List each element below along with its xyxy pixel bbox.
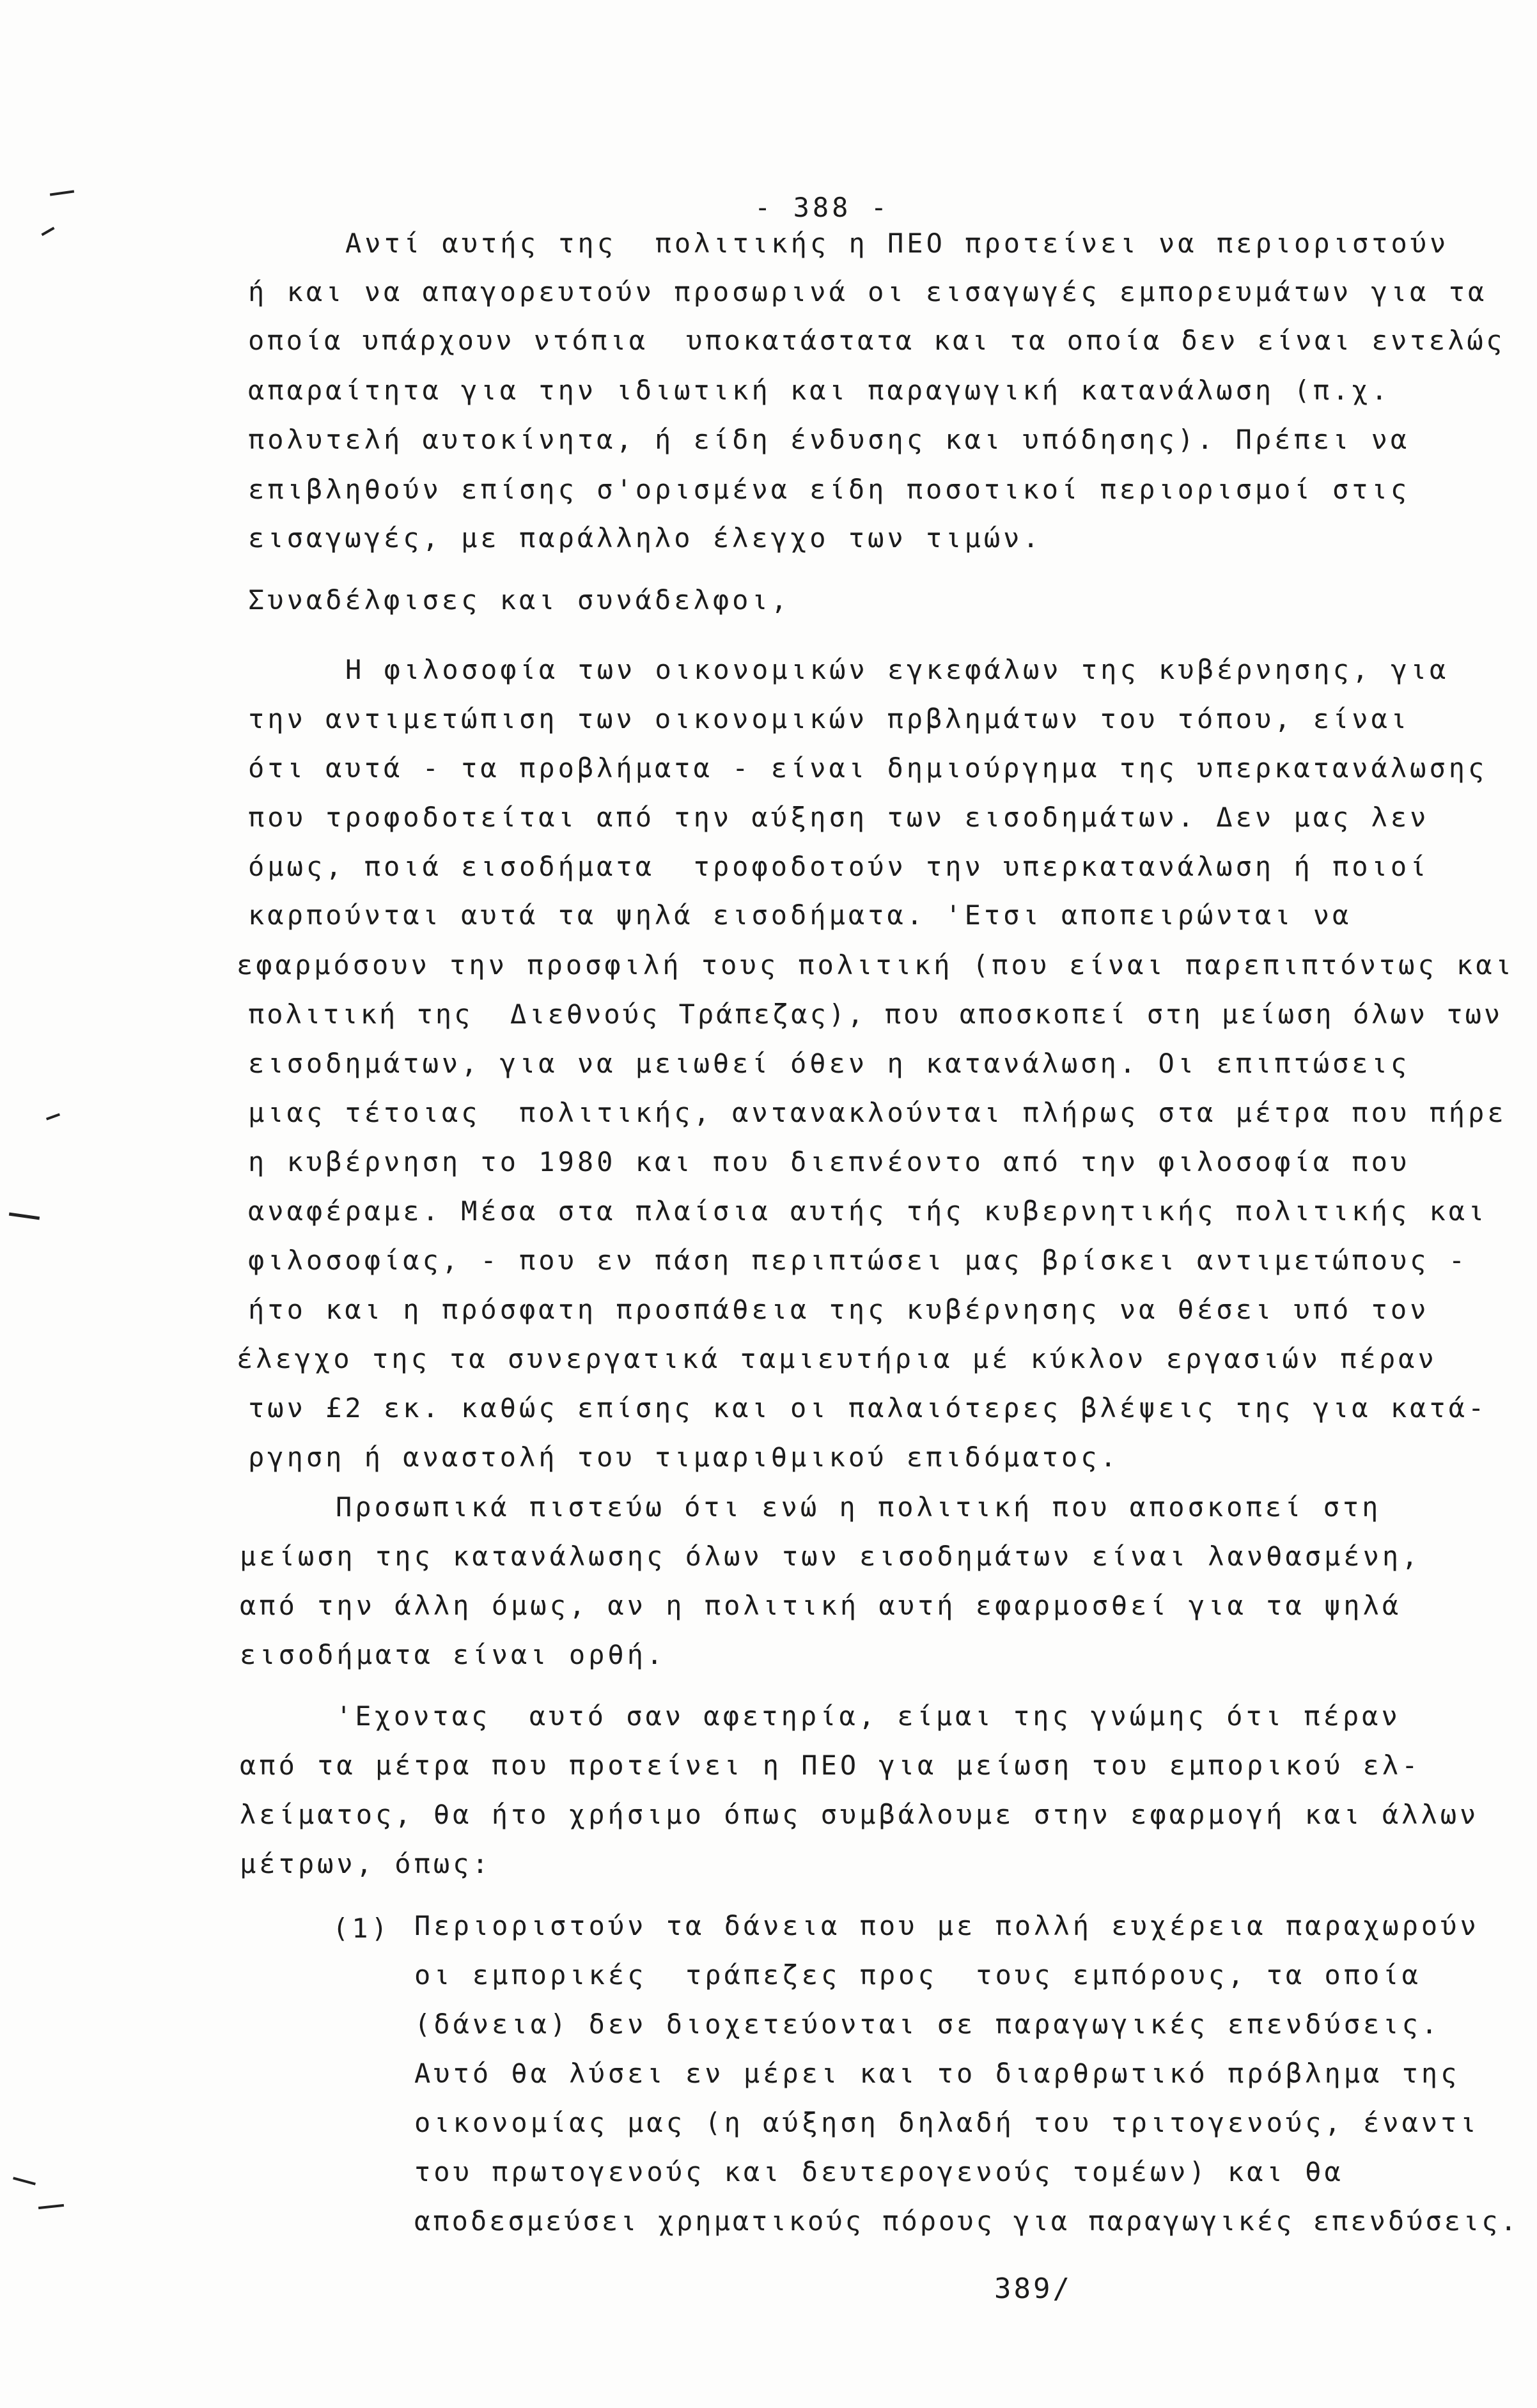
- text-line: εισοδημάτων, για να μειωθεί όθεν η κατανάλωση. Οι επιπτώσεις: [248, 1048, 1410, 1079]
- text-line: των £2 εκ. καθώς επίσης και οι παλαιότερες βλέψεις της για κατά-: [248, 1392, 1488, 1424]
- text-line: μιας τέτοιας πολιτικής, αντανακλούνται πλήρως στα μέτρα που πήρε: [248, 1097, 1507, 1128]
- text-line: Προσωπικά πιστεύω ότι ενώ η πολιτική που αποσκοπεί στη: [336, 1491, 1382, 1523]
- text-line: έλεγχο της τα συνεργατικά ταμιευτήρια μέ κύκλον εργασιών πέραν: [237, 1343, 1437, 1374]
- text-line: καρπούνται αυτά τα ψηλά εισοδήματα. 'Ετσι αποπειρώνται να: [248, 899, 1352, 931]
- text-line: εισοδήματα είναι ορθή.: [240, 1639, 666, 1670]
- margin-mark-6: [38, 2204, 64, 2209]
- text-line: πολιτική της Διεθνούς Τράπεζας), που αποσκοπεί στη μείωση όλων των: [248, 998, 1503, 1030]
- text-line: φιλοσοφίας, - που εν πάση περιπτώσει μας βρίσκει αντιμετώπους -: [248, 1245, 1469, 1276]
- margin-mark-4: [9, 1213, 40, 1220]
- text-line: όμως, ποιά εισοδήματα τροφοδοτούν την υπερκατανάλωση ή ποιοί: [248, 851, 1430, 882]
- text-line: που τροφοδοτείται από την αύξηση των εισοδημάτων. Δεν μας λεν: [248, 802, 1430, 833]
- text-line: Η φιλοσοφία των οικονομικών εγκεφάλων της κυβέρνησης, για: [345, 654, 1449, 685]
- text-line: μείωση της κατανάλωσης όλων των εισοδημάτων είναι λανθασμένη,: [240, 1541, 1421, 1572]
- text-line: οποία υπάρχουν ντόπια υποκατάστατα και τα οποία δεν είναι εντελώς: [248, 325, 1505, 356]
- list-marker: (1): [332, 1913, 391, 1944]
- text-line: ργηση ή αναστολή του τιμαριθμικού επιδόματος.: [248, 1441, 1120, 1473]
- next-page-reference: 389/: [994, 2272, 1072, 2305]
- text-line: επιβληθούν επίσης σ'ορισμένα είδη ποσοτικοί περιορισμοί στις: [248, 474, 1410, 505]
- text-line: από τα μέτρα που προτείνει η ΠΕΟ για μείωση του εμπορικού ελ-: [240, 1750, 1421, 1781]
- text-line: την αντιμετώπιση των οικονομικών πρβλημάτων του τόπου, είναι: [248, 703, 1410, 734]
- list-item-line: Περιοριστούν τα δάνεια που με πολλή ευχέρεια παραχωρούν: [414, 1910, 1479, 1941]
- text-line: μέτρων, όπως:: [240, 1848, 492, 1879]
- text-line: πολυτελή αυτοκίνητα, ή είδη ένδυσης και υπόδησης). Πρέπει να: [248, 424, 1410, 455]
- text-line: από την άλλη όμως, αν η πολιτική αυτή εφαρμοσθεί για τα ψηλά: [240, 1590, 1402, 1621]
- list-item-line: του πρωτογενούς και δευτερογενούς τομέων) και θα: [414, 2156, 1344, 2187]
- margin-mark-2: [41, 227, 54, 236]
- text-line: ή και να απαγορευτούν προσωρινά οι εισαγωγές εμπορευμάτων για τα: [248, 276, 1488, 307]
- list-item-line: αποδεσμεύσει χρηματικούς πόρους για παραγωγικές επενδύσεις.: [414, 2205, 1519, 2237]
- margin-mark-5: [13, 2177, 36, 2185]
- text-line: εφαρμόσουν την προσφιλή τους πολιτική (που είναι παρεπιπτόντως και: [237, 949, 1515, 981]
- text-line: Αντί αυτής της πολιτικής η ΠΕΟ προτείνει να περιοριστούν: [345, 228, 1449, 259]
- list-item-line: Αυτό θα λύσει εν μέρει και το διαρθρωτικό πρόβλημα της: [414, 2058, 1460, 2089]
- text-line: η κυβέρνηση το 1980 και που διεπνέοντο από την φιλοσοφία που: [248, 1146, 1410, 1177]
- text-line: εισαγωγές, με παράλληλο έλεγχο των τιμών.: [248, 522, 1042, 554]
- text-line: ότι αυτά - τα προβλήματα - είναι δημιούργημα της υπερκατανάλωσης: [248, 752, 1488, 784]
- text-line: 'Εχοντας αυτό σαν αφετηρία, είμαι της γνώμης ότι πέραν: [336, 1700, 1401, 1732]
- list-item-line: (δάνεια) δεν διοχετεύονται σε παραγωγικές επενδύσεις.: [414, 2008, 1441, 2040]
- text-line: αναφέραμε. Μέσα στα πλαίσια αυτής τής κυβερνητικής πολιτικής και: [248, 1195, 1488, 1227]
- text-line: ήτο και η πρόσφατη προσπάθεια της κυβέρνησης να θέσει υπό τον: [248, 1294, 1430, 1325]
- salutation: Συναδέλφισες και συνάδελφοι,: [248, 584, 791, 616]
- margin-mark-3: [46, 1113, 60, 1120]
- margin-mark-1: [50, 190, 74, 196]
- text-line: λείματος, θα ήτο χρήσιμο όπως συμβάλουμε στην εφαρμογή και άλλων: [240, 1799, 1479, 1830]
- page-number: - 388 -: [754, 192, 891, 223]
- list-item-line: οικονομίας μας (η αύξηση δηλαδή του τριτογενούς, έναντι: [414, 2107, 1479, 2138]
- list-item-line: οι εμπορικές τράπεζες προς τους εμπόρους, τα οποία: [414, 1959, 1421, 1991]
- text-line: απαραίτητα για την ιδιωτική και παραγωγική κατανάλωση (π.χ.: [248, 375, 1391, 406]
